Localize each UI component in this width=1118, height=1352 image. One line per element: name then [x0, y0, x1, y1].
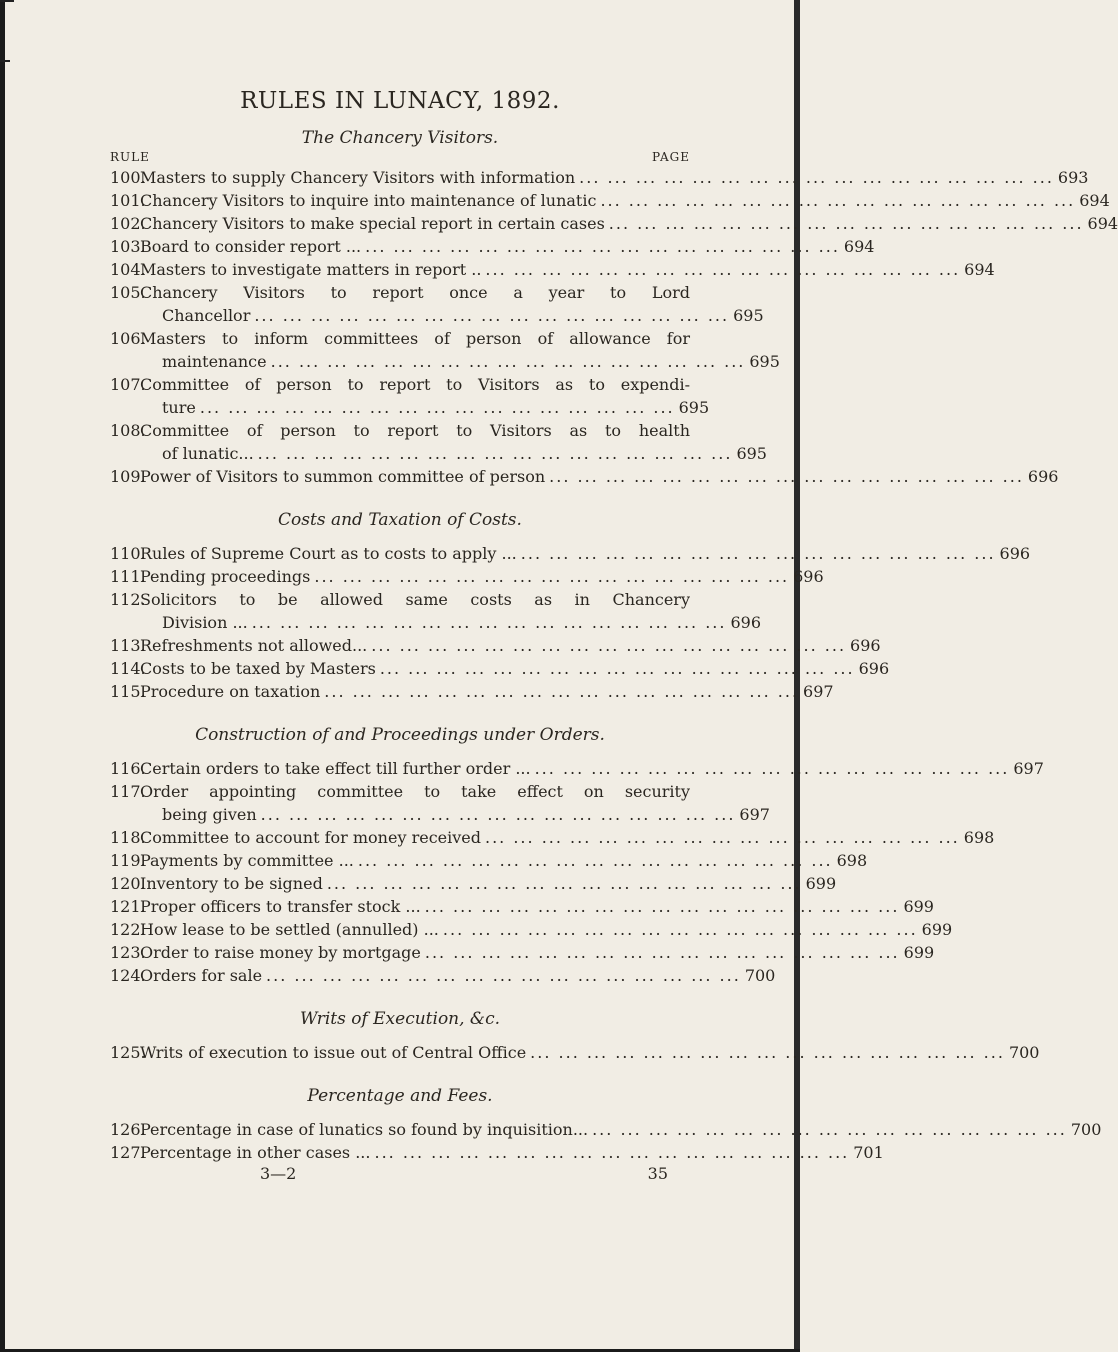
- running-head: RULES IN LUNACY, 1892.: [240, 88, 560, 114]
- rule-number: 123.: [110, 943, 146, 962]
- index-entry: [110, 895, 934, 918]
- entry-line: Costs to be taxed by Masters: [140, 659, 376, 678]
- leader-dots: ... ... ... ... ... ... ... ... ... ... ... ... ... ... ... ... ...: [314, 567, 790, 586]
- section-title: Writs of Execution, &c.: [299, 1009, 500, 1029]
- leader-dots: ... ... ... ... ... ... ... ... ... ... ... ... ... ... ... ... ...: [365, 237, 840, 256]
- leader-dots: ... ... ... ... ... ... ... ... ... ... ... ... ... ... ... ... ...: [266, 966, 741, 985]
- edge-tick: [0, 60, 10, 62]
- rule-number: 125.: [110, 1043, 146, 1062]
- entry-line: Masters to supply Chancery Visitors with information: [140, 168, 576, 187]
- rule-number: 102.: [110, 214, 146, 233]
- rule-number: 103.: [110, 237, 146, 256]
- signature-line: [260, 1164, 668, 1183]
- page-number: 694: [1087, 214, 1118, 233]
- page-number: 695: [736, 444, 767, 463]
- index-entry: [110, 189, 1110, 212]
- sections-container: [110, 128, 1118, 1164]
- rule-number: 122.: [110, 920, 146, 939]
- entry-line: maintenance: [162, 352, 267, 371]
- leader-dots: ... ... ... ... ... ... ... ... ... ... ... ... ... ... ... ... ...: [371, 636, 847, 655]
- index-entry: [110, 757, 1044, 780]
- rule-number: 105.: [110, 283, 146, 302]
- entry-line: Masters to inform committees of person of allowance for: [140, 329, 690, 348]
- rule-number: 117.: [110, 782, 146, 801]
- leader-dots: ... ... ... ... ... ... ... ... ... ... ... ... ... ... ... ... ...: [530, 1043, 1005, 1062]
- entry-line: Chancery Visitors to report once a year to Lord: [140, 283, 690, 302]
- index-entry: [110, 588, 762, 634]
- signature-mark: 3—2: [260, 1164, 297, 1183]
- page-number: 697: [1013, 759, 1044, 778]
- rule-number: 119.: [110, 851, 146, 870]
- index-entry: [110, 419, 767, 465]
- page-number: 699: [805, 874, 837, 893]
- page-number: 696: [858, 659, 890, 678]
- page-number: 694: [964, 260, 995, 279]
- index-entry: [110, 849, 868, 872]
- index-entry: [110, 281, 764, 327]
- entry-line: Committee to account for money received: [140, 828, 481, 847]
- rule-number: 107.: [110, 375, 146, 394]
- entry-line: Percentage in other cases ...: [140, 1143, 371, 1162]
- page-number: 700: [1008, 1043, 1040, 1062]
- rule-number: 114.: [110, 659, 146, 678]
- entry-line: Order appointing committee to take effect on security: [140, 782, 690, 801]
- index-entry: [110, 826, 995, 849]
- page-number: 697: [739, 805, 770, 824]
- page-number: 697: [803, 682, 834, 701]
- leader-dots: ... ... ... ... ... ... ... ... ... ... ... ... ... ... ... ... ...: [424, 943, 900, 962]
- entry-line: Inventory to be signed: [140, 874, 323, 893]
- leader-dots: ... ... ... ... ... ... ... ... ... ... ... ... ... ... ... ... ...: [579, 168, 1054, 187]
- index-entry: [110, 634, 881, 657]
- rule-number: 126.: [110, 1120, 146, 1139]
- rule-number: 104.: [110, 260, 146, 279]
- rule-number: 100.: [110, 168, 146, 187]
- leader-dots: ... ... ... ... ... ... ... ... ... ... ... ... ... ... ... ... ...: [326, 874, 802, 893]
- index-entry: [110, 1041, 1040, 1064]
- leader-dots: ... ... ... ... ... ... ... ... ... ... ... ... ... ... ... ... ...: [251, 613, 727, 632]
- entry-line: Chancery Visitors to make special report in certain cases: [140, 214, 605, 233]
- page-number: 693: [1057, 168, 1089, 187]
- index-entry: [110, 1118, 1102, 1141]
- leader-dots: ... ... ... ... ... ... ... ... ... ... ... ... ... ... ... ... ...: [324, 682, 800, 701]
- index-entry: [110, 780, 770, 826]
- leader-dots: ... ... ... ... ... ... ... ... ... ... ... ... ... ... ... ... ...: [520, 544, 996, 563]
- leader-dots: ... ... ... ... ... ... ... ... ... ... ... ... ... ... ... ... ...: [260, 805, 736, 824]
- rule-number: 111.: [110, 567, 146, 586]
- index-entry: [110, 565, 824, 588]
- entry-line: ture: [162, 398, 196, 417]
- leader-dots: ... ... ... ... ... ... ... ... ... ... ... ... ... ... ... ... ...: [199, 398, 675, 417]
- entry-line: Percentage in case of lunatics so found by inquisition...: [140, 1120, 589, 1139]
- index-entry: [110, 872, 837, 895]
- index-entry: [110, 465, 1059, 488]
- leader-dots: ... ... ... ... ... ... ... ... ... ... ... ... ... ... ... ... ...: [379, 659, 855, 678]
- section-title: The Chancery Visitors.: [301, 128, 499, 148]
- entry-line: Procedure on taxation: [140, 682, 321, 701]
- rule-number: 108.: [110, 421, 146, 440]
- rule-number: 112.: [110, 590, 146, 609]
- leader-dots: ... ... ... ... ... ... ... ... ... ... ... ... ... ... ... ... ...: [254, 306, 730, 325]
- page-number: 699: [903, 897, 934, 916]
- leader-dots: ... ... ... ... ... ... ... ... ... ... ... ... ... ... ... ... ...: [270, 352, 746, 371]
- index-entry: [110, 373, 710, 419]
- leader-dots: ... ... ... ... ... ... ... ... ... ... ... ... ... ... ... ... ...: [549, 467, 1024, 486]
- page-number: 694: [843, 237, 875, 256]
- index-entry: [110, 212, 1118, 235]
- entry-line: Masters to investigate matters in report ..: [140, 260, 482, 279]
- rule-number: 113.: [110, 636, 146, 655]
- page-number: 696: [730, 613, 762, 632]
- leader-dots: ... ... ... ... ... ... ... ... ... ... ... ... ... ... ... ... ...: [442, 920, 918, 939]
- page-number: 701: [853, 1143, 884, 1162]
- index-entry: [110, 918, 953, 941]
- index-entry: [110, 542, 1031, 565]
- index-entry: [110, 941, 935, 964]
- entry-line: being given: [162, 805, 257, 824]
- rule-number: 120.: [110, 874, 146, 893]
- section-title: Percentage and Fees.: [307, 1086, 493, 1106]
- page-column-header: PAGE: [652, 150, 690, 164]
- page-number: 695: [678, 398, 710, 417]
- rule-number: 127.: [110, 1143, 146, 1162]
- index-entry: [110, 1141, 884, 1164]
- entry-line: Payments by committee ...: [140, 851, 354, 870]
- entry-line: Committee of person to report to Visitors as to health: [140, 421, 690, 440]
- index-entry: [110, 964, 776, 987]
- leader-dots: ... ... ... ... ... ... ... ... ... ... ... ... ... ... ... ... ...: [257, 444, 733, 463]
- entry-line: Chancellor: [162, 306, 251, 325]
- entry-line: Certain orders to take effect till further order ...: [140, 759, 531, 778]
- entry-line: Orders for sale: [140, 966, 263, 985]
- leader-dots: ... ... ... ... ... ... ... ... ... ... ... ... ... ... ... ... ...: [357, 851, 833, 870]
- page-number: 696: [793, 567, 824, 586]
- page-number: 695: [749, 352, 780, 371]
- index-page: [110, 88, 1118, 1183]
- page-number: 698: [963, 828, 995, 847]
- index-entry: [110, 166, 1089, 189]
- index-entry: [110, 327, 780, 373]
- rule-number: 109.: [110, 467, 146, 486]
- entry-line: Refreshments not allowed...: [140, 636, 368, 655]
- entry-line: Proper officers to transfer stock ...: [140, 897, 421, 916]
- index-entry: [110, 258, 995, 281]
- page-number: 696: [999, 544, 1031, 563]
- page-number: 694: [1079, 191, 1110, 210]
- leader-dots: ... ... ... ... ... ... ... ... ... ... ... ... ... ... ... ... ...: [534, 759, 1010, 778]
- rule-number: 115.: [110, 682, 146, 701]
- page-number: 700: [744, 966, 776, 985]
- rule-number: 101.: [110, 191, 146, 210]
- leader-dots: ... ... ... ... ... ... ... ... ... ... ... ... ... ... ... ... ...: [485, 828, 960, 847]
- page-number: 699: [903, 943, 935, 962]
- rule-number: 124.: [110, 966, 146, 985]
- entry-line: Division ...: [162, 613, 248, 632]
- page-number: 695: [733, 306, 764, 325]
- entry-line: Committee of person to report to Visitors as to expendi-: [140, 375, 690, 394]
- index-entry: [110, 235, 875, 258]
- page-number: 698: [836, 851, 868, 870]
- leader-dots: ... ... ... ... ... ... ... ... ... ... ... ... ... ... ... ... ...: [485, 260, 961, 279]
- leader-dots: ... ... ... ... ... ... ... ... ... ... ... ... ... ... ... ... ...: [424, 897, 900, 916]
- leader-dots: ... ... ... ... ... ... ... ... ... ... ... ... ... ... ... ... ...: [600, 191, 1076, 210]
- entry-line: Chancery Visitors to inquire into maintenance of lunatic: [140, 191, 597, 210]
- leader-dots: ... ... ... ... ... ... ... ... ... ... ... ... ... ... ... ... ...: [608, 214, 1084, 233]
- entry-line: Writs of execution to issue out of Central Office: [140, 1043, 527, 1062]
- page-number: 696: [1027, 467, 1059, 486]
- section-title: Costs and Taxation of Costs.: [278, 510, 522, 530]
- entry-line: Power of Visitors to summon committee of person: [140, 467, 546, 486]
- leader-dots: ... ... ... ... ... ... ... ... ... ... ... ... ... ... ... ... ...: [374, 1143, 850, 1162]
- edge-tick: [0, 0, 14, 2]
- section-title: Construction of and Proceedings under Orders.: [195, 725, 605, 745]
- rule-number: 110.: [110, 544, 146, 563]
- rule-column-header: RULE: [110, 150, 150, 164]
- left-page-edge: [0, 0, 5, 1352]
- page-number: 699: [921, 920, 953, 939]
- leader-dots: ... ... ... ... ... ... ... ... ... ... ... ... ... ... ... ... ...: [592, 1120, 1067, 1139]
- page-number: 700: [1070, 1120, 1102, 1139]
- entry-line: Rules of Supreme Court as to costs to apply ...: [140, 544, 517, 563]
- entry-line: Order to raise money by mortgage: [140, 943, 421, 962]
- rule-number: 106.: [110, 329, 146, 348]
- entry-line: How lease to be settled (annulled) ...: [140, 920, 439, 939]
- folio-number: 35: [647, 1164, 668, 1183]
- entry-line: of lunatic...: [162, 444, 254, 463]
- entry-line: Board to consider report ...: [140, 237, 362, 256]
- column-headers: [110, 150, 690, 164]
- page-number: 696: [850, 636, 881, 655]
- rule-number: 121.: [110, 897, 146, 916]
- index-entry: [110, 657, 890, 680]
- entry-line: Solicitors to be allowed same costs as in Chancery: [140, 590, 690, 609]
- index-entry: [110, 680, 834, 703]
- rule-number: 116.: [110, 759, 146, 778]
- rule-number: 118.: [110, 828, 146, 847]
- entry-line: Pending proceedings: [140, 567, 311, 586]
